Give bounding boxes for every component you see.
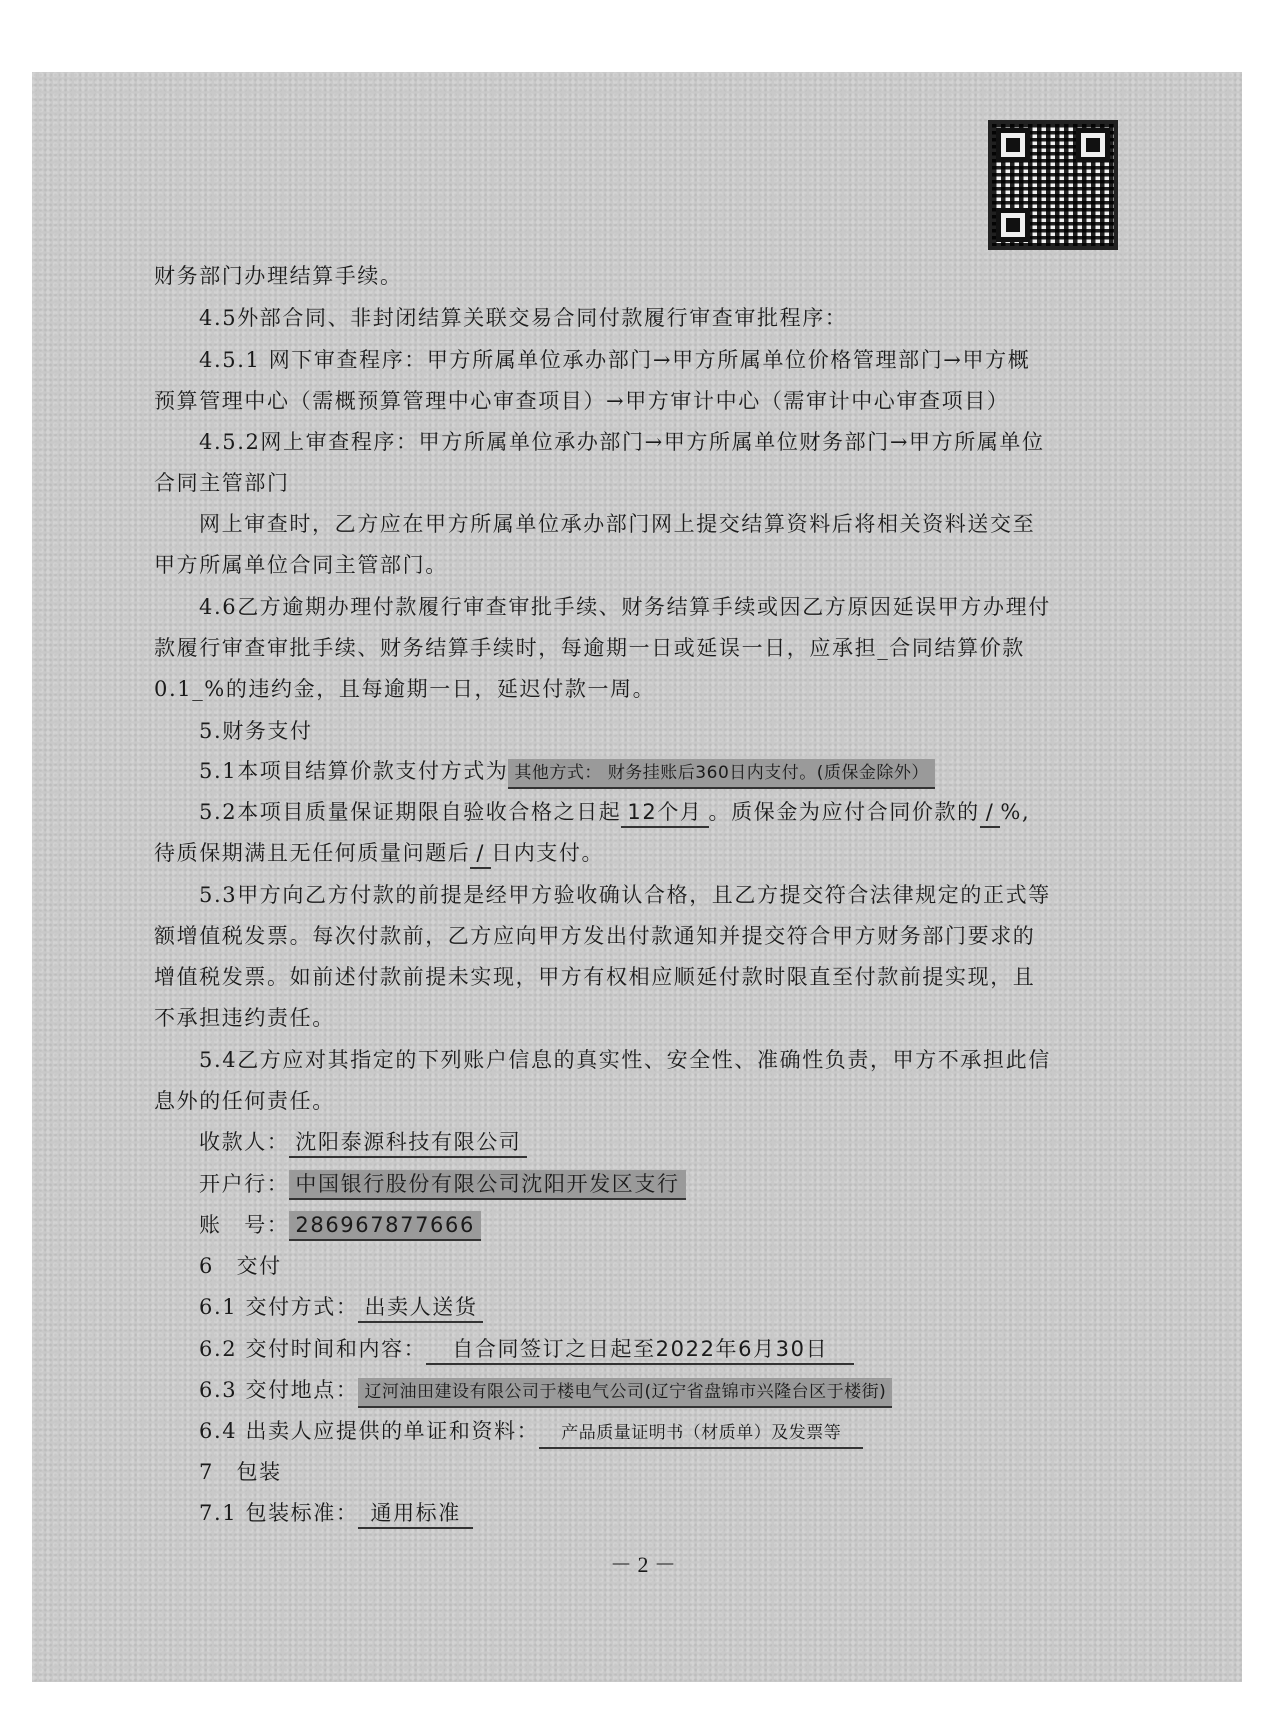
bank-field: 中国银行股份有限公司沈阳开发区支行 [289, 1170, 685, 1200]
clause-5-2-label: 5.2本项目质量保证期限自验收合格之日起 [199, 800, 622, 824]
clause-6-1 [199, 1293, 483, 1323]
account-label: 账 号： [199, 1213, 290, 1237]
clause-4-5: 4.5外部合同、非封闭结算关联交易合同付款履行审查审批程序： [199, 306, 848, 330]
clause-6-3 [199, 1376, 892, 1408]
clause-7-1-label: 7.1 包装标准： [199, 1501, 359, 1525]
text-line: 0.1_%的违约金，且每逾期一日，延迟付款一周。 [154, 677, 656, 701]
text-line: 网上审查时，乙方应在甲方所属单位承办部门网上提交结算资料后将相关资料送交至 [199, 512, 1036, 536]
account-row [199, 1211, 481, 1241]
text-line: 不承担违约责任。 [154, 1006, 335, 1030]
clause-5-2-cont [154, 839, 604, 869]
clause-6-1-label: 6.1 交付方式： [199, 1295, 359, 1319]
text-line: 预算管理中心（需概预算管理中心审查项目）→甲方审计中心（需审计中心审查项目） [154, 389, 1010, 413]
payee-label: 收款人： [199, 1130, 290, 1154]
clause-5-2 [199, 798, 1030, 828]
section-7-heading: 7 包装 [199, 1460, 282, 1484]
clause-5-2-cont-text: 日内支付。 [491, 841, 605, 865]
retention-percent-field: / [980, 798, 1001, 828]
clause-6-2-label: 6.2 交付时间和内容： [199, 1337, 427, 1361]
text-line: 合同主管部门 [154, 471, 290, 495]
section-6-heading: 6 交付 [199, 1254, 282, 1278]
clause-5-2-cont-label: 待质保期满且无任何质量问题后 [154, 841, 471, 865]
clause-5-2-unit: %, [1000, 800, 1031, 824]
section-5-heading: 5.财务支付 [199, 719, 313, 743]
clause-6-4 [199, 1417, 863, 1449]
retention-days-field: / [470, 839, 491, 869]
clause-6-4-label: 6.4 出卖人应提供的单证和资料： [199, 1419, 540, 1443]
warranty-period-field: 12个月 [621, 798, 708, 828]
text-line: 息外的任何责任。 [154, 1089, 335, 1113]
clause-4-5-1: 4.5.1 网下审查程序：甲方所属单位承办部门→甲方所属单位价格管理部门→甲方概 [199, 348, 1031, 372]
account-field: 286967877666 [289, 1211, 481, 1241]
clause-5-4: 5.4乙方应对其指定的下列账户信息的真实性、安全性、准确性负责，甲方不承担此信 [199, 1048, 1051, 1072]
text-line: 款履行审查审批手续、财务结算手续时，每逾期一日或延误一日，应承担_合同结算价款 [154, 636, 1025, 660]
payee-row [199, 1128, 527, 1158]
payee-field: 沈阳泰源科技有限公司 [289, 1128, 527, 1158]
clause-5-1 [199, 757, 935, 789]
clause-7-1 [199, 1499, 473, 1529]
page-number: － 2 － [610, 1552, 677, 1577]
payment-method-field: 其他方式： 财务挂账后360日内支付。(质保金除外） [508, 759, 934, 789]
clause-6-3-label: 6.3 交付地点： [199, 1378, 359, 1402]
documents-field: 产品质量证明书（材质单）及发票等 [539, 1419, 863, 1449]
delivery-time-field: 自合同签订之日起至2022年6月30日 [426, 1335, 854, 1365]
clause-4-6: 4.6乙方逾期办理付款履行审查审批手续、财务结算手续或因乙方原因延误甲方办理付 [199, 595, 1051, 619]
clause-5-3: 5.3甲方向乙方付款的前提是经甲方验收确认合格，且乙方提交符合法律规定的正式等 [199, 883, 1051, 907]
text-line: 额增值税发票。每次付款前，乙方应向甲方发出付款通知并提交符合甲方财务部门要求的 [154, 924, 1036, 948]
text-line: 增值税发票。如前述付款前提未实现，甲方有权相应顺延付款时限直至付款前提实现，且 [154, 965, 1036, 989]
clause-6-2 [199, 1335, 854, 1365]
clause-5-2-text: 。质保金为应付合同价款的 [708, 800, 980, 824]
packaging-standard-field: 通用标准 [358, 1499, 472, 1529]
clause-4-5-2: 4.5.2网上审查程序：甲方所属单位承办部门→甲方所属单位财务部门→甲方所属单位 [199, 430, 1045, 454]
text-line: 财务部门办理结算手续。 [154, 264, 403, 288]
bank-row [199, 1170, 686, 1200]
delivery-method-field: 出卖人送货 [358, 1293, 483, 1323]
text-line: 甲方所属单位合同主管部门。 [154, 553, 448, 577]
bank-label: 开户行： [199, 1172, 290, 1196]
qr-code [988, 120, 1118, 250]
delivery-place-field: 辽河油田建设有限公司于楼电气公司(辽宁省盘锦市兴隆台区于楼街) [358, 1378, 892, 1408]
clause-5-1-label: 5.1本项目结算价款支付方式为 [199, 759, 509, 783]
